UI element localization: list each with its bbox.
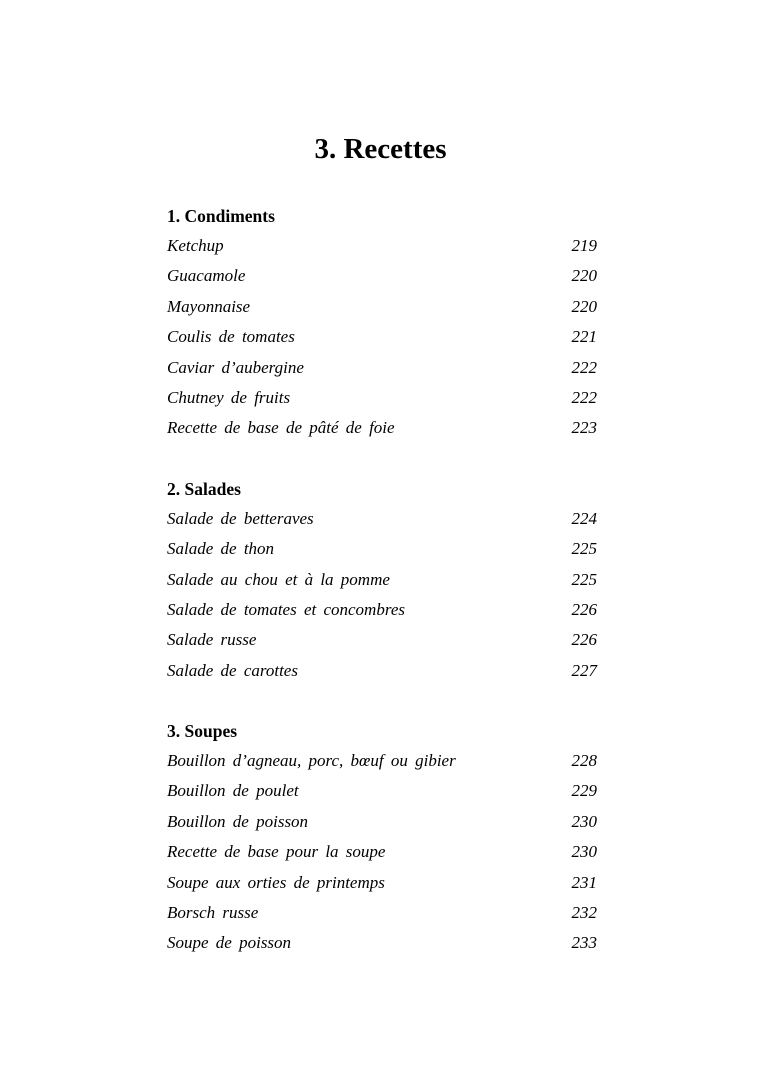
section-condiments [167, 201, 597, 444]
entry-page: 225 [571, 539, 597, 559]
toc-entry [167, 656, 597, 686]
table-of-contents [167, 201, 597, 989]
section-soupes [167, 716, 597, 959]
toc-entry [167, 261, 597, 291]
toc-entry [167, 746, 597, 776]
entry-title: Guacamole [167, 266, 246, 286]
section-heading: 3. Soupes [167, 721, 238, 742]
toc-entry [167, 928, 597, 958]
section-salades [167, 474, 597, 686]
entry-page: 226 [571, 599, 597, 619]
entry-page: 230 [571, 811, 597, 831]
entry-page: 231 [571, 872, 597, 892]
entry-page: 225 [571, 569, 597, 589]
entry-page: 220 [571, 266, 597, 286]
toc-entry [167, 534, 597, 564]
entry-page: 233 [571, 933, 597, 953]
entry-title: Ketchup [167, 236, 224, 255]
entry-title: Mayonnaise [167, 296, 251, 316]
toc-entry [167, 383, 597, 413]
entry-title: Bouillon de poisson [167, 811, 309, 831]
entry-title: Salade de tomates et concombres [167, 599, 405, 619]
entry-title: Borsch russe [167, 903, 259, 923]
toc-entry [167, 292, 597, 322]
entry-title: Recette de base de pâté de foie [167, 418, 395, 438]
entry-page: 230 [571, 842, 597, 862]
entry-page: 219 [571, 236, 597, 255]
toc-entry [167, 413, 597, 443]
entry-title: Bouillon de poulet [167, 781, 299, 801]
entry-page: 232 [571, 903, 597, 923]
toc-entry [167, 898, 597, 928]
entry-page: 220 [571, 296, 597, 316]
entry-page: 227 [571, 660, 597, 680]
toc-entry [167, 868, 597, 898]
toc-entry [167, 837, 597, 867]
entry-title: Salade de carottes [167, 660, 298, 680]
entry-page: 222 [571, 357, 597, 377]
toc-entry [167, 625, 597, 655]
entry-title: Salade de betteraves [167, 508, 314, 528]
toc-entry [167, 565, 597, 595]
entry-title: Salade au chou et à la pomme [167, 569, 390, 589]
entry-page: 223 [571, 418, 597, 438]
toc-entry [167, 504, 597, 534]
entry-title: Salade russe [167, 630, 257, 650]
section-heading: 1. Condiments [167, 206, 275, 226]
entry-title: Coulis de tomates [167, 327, 295, 347]
section-heading: 2. Salades [167, 478, 241, 499]
entry-page: 221 [571, 327, 597, 347]
entry-title: Salade de thon [167, 539, 275, 559]
entry-page: 226 [571, 630, 597, 650]
entry-page: 222 [571, 387, 597, 407]
entry-page: 224 [571, 508, 597, 528]
page-title: 3. Recettes [314, 133, 447, 165]
entry-page: 228 [571, 751, 597, 771]
entry-title: Soupe de poisson [167, 933, 292, 953]
entry-title: Chutney de fruits [167, 387, 291, 407]
entry-title: Soupe aux orties de printemps [167, 872, 385, 892]
toc-entry [167, 595, 597, 625]
entry-title: Recette de base pour la soupe [167, 842, 386, 862]
entry-title: Bouillon d’agneau, porc, bœuf ou gibier [167, 751, 456, 771]
toc-entry [167, 231, 597, 261]
toc-entry [167, 353, 597, 383]
toc-entry [167, 776, 597, 806]
toc-entry [167, 807, 597, 837]
toc-entry [167, 322, 597, 352]
entry-page: 229 [571, 781, 597, 801]
entry-title: Caviar d’aubergine [167, 357, 304, 377]
